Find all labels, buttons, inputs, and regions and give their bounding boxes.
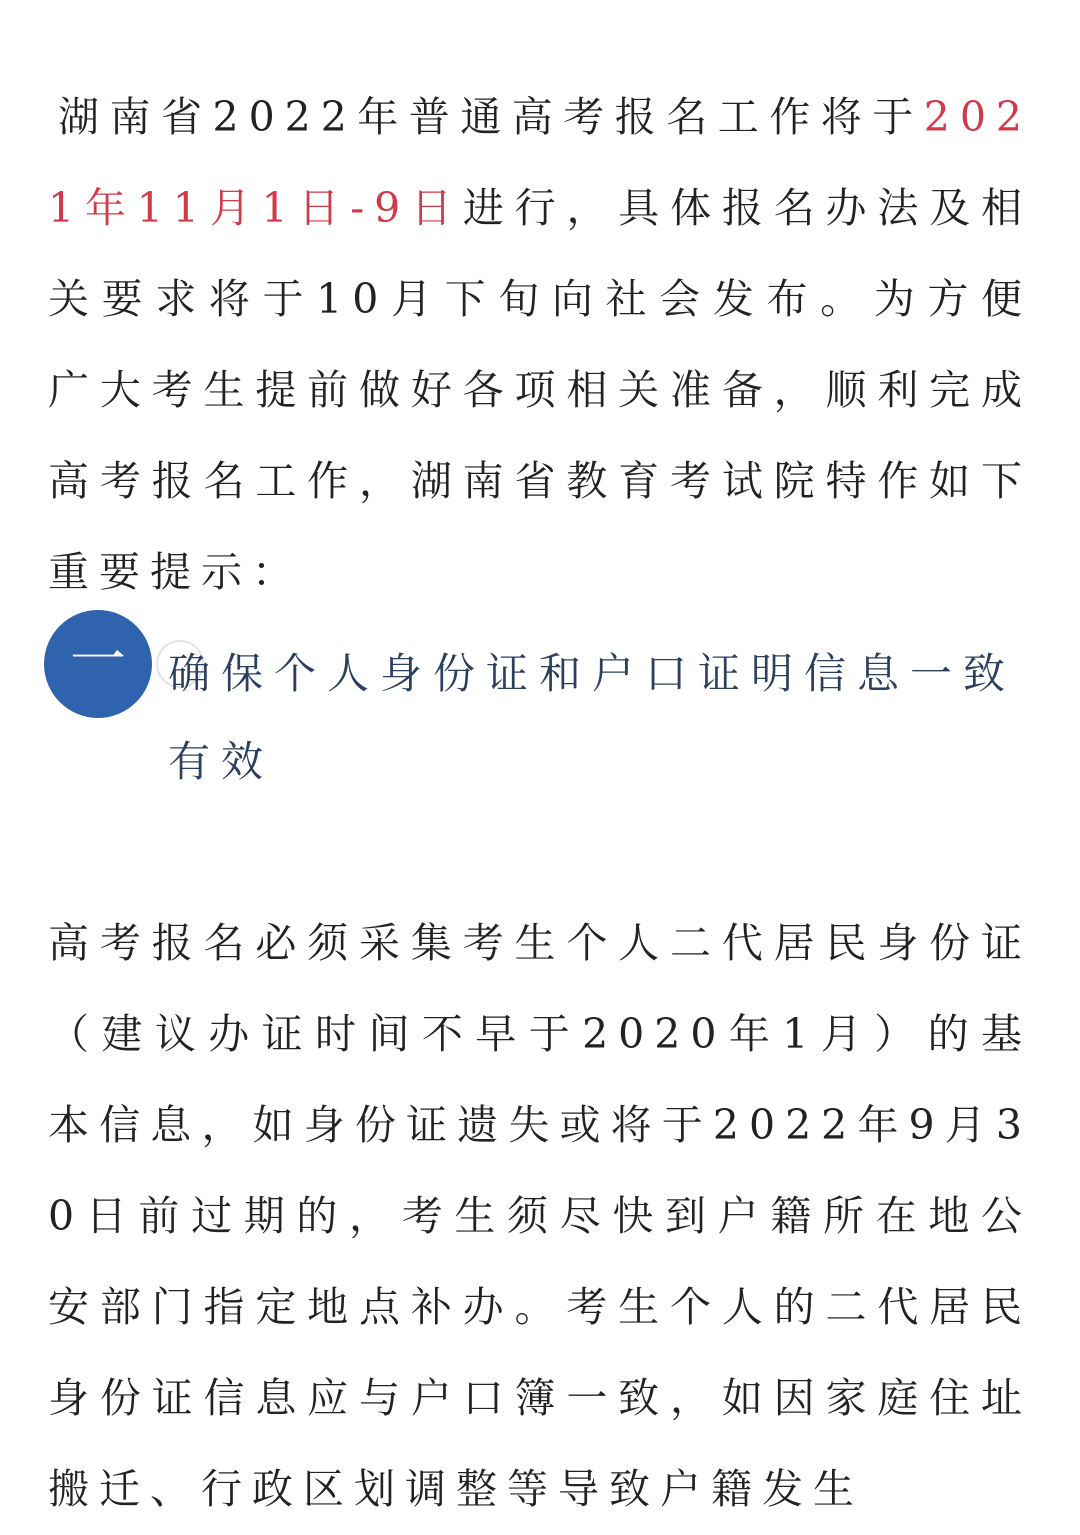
section-number: 一 [70, 628, 126, 693]
section-heading [44, 610, 1034, 810]
section-number-badge [44, 610, 152, 718]
registration-date-highlight: 2021年11月1日-9日 [48, 93, 1032, 232]
intro-paragraph [48, 72, 1032, 618]
body-paragraph: 高考报名必须采集考生个人二代居民身份证（建议办证时间不早于2020年1月）的基本信息，如身份证遗失或将于2022年9月30日前过期的，考生须尽快到户籍所在地公安部门指定地点补办。考生个人的二代居民身份证信息应与户口簿一致，如因家庭住址搬迁、行政区划调整等导致户籍发生 [48, 919, 1032, 1513]
section-title: 确保个人身份证和户口证明信息一致有效 [168, 649, 1017, 786]
intro-text-before: 湖南省2022年普通高考报名工作将于 [58, 93, 924, 141]
intro-text-after: 进行，具体报名办法及相关要求将于10月下旬向社会发布。为方便广大考生提前做好各项相关准备，顺利完成高考报名工作，湖南省教育考试院特作如下重要提示： [48, 184, 1033, 596]
